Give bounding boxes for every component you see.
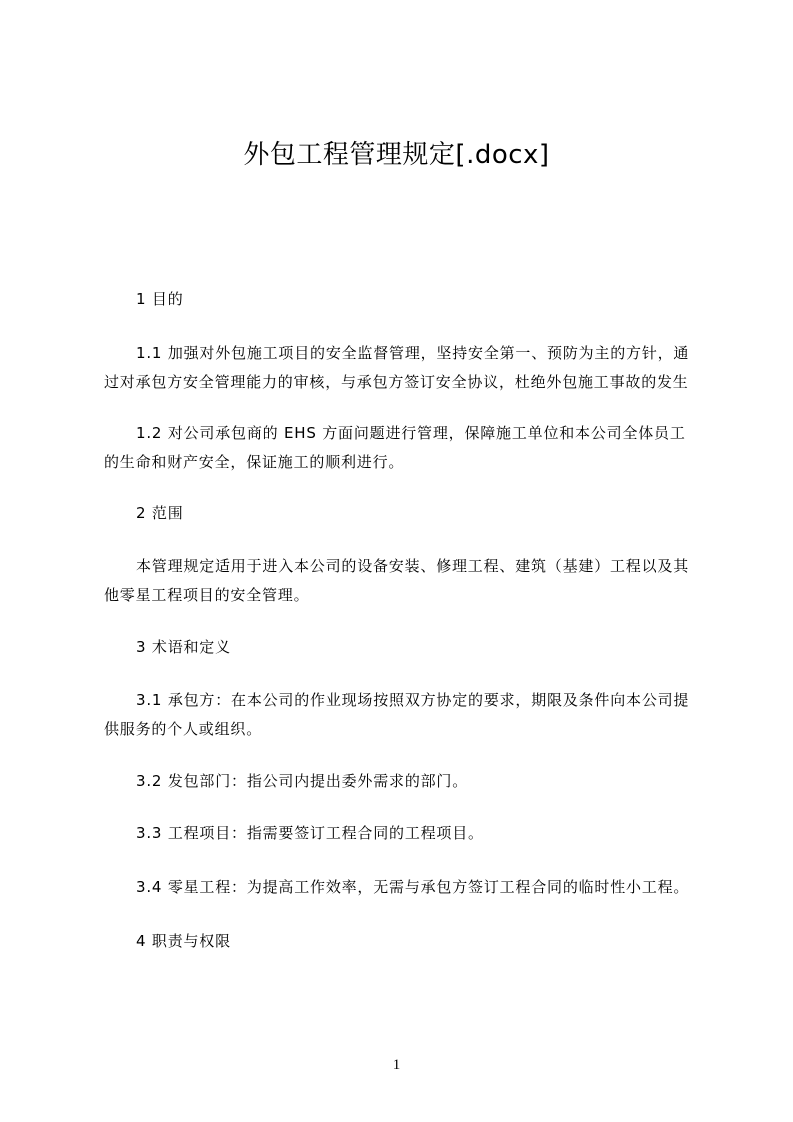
document-title: 外包工程管理规定[.docx] xyxy=(243,140,550,170)
paragraph-scope: 本管理规定适用于进入本公司的设备安装、修理工程、建筑（基建）工程以及其他零星工程项目的安全管理。 xyxy=(104,557,690,604)
heading-terms: 3 术语和定义 xyxy=(136,638,231,656)
paragraph-3-1: 3.1 承包方：在本公司的作业现场按照双方协定的要求，期限及条件向本公司提供服务的个人或组织。 xyxy=(104,691,690,738)
paragraph-3-3: 3.3 工程项目：指需要签订工程合同的工程项目。 xyxy=(136,824,484,842)
heading-purpose: 1 目的 xyxy=(136,290,184,308)
page-number: 1 xyxy=(392,1057,401,1073)
paragraph-1-2: 1.2 对公司承包商的 EHS 方面问题进行管理，保障施工单位和本公司全体员工的生命和财产安全，保证施工的顺利进行。 xyxy=(104,424,686,471)
paragraph-1-1: 1.1 加强对外包施工项目的安全监督管理，坚持安全第一、预防为主的方针，通过对承包方安全管理能力的审核，与承包方签订安全协议，杜绝外包施工事故的发生 xyxy=(104,344,690,391)
paragraph-3-4: 3.4 零星工程：为提高工作效率，无需与承包方签订工程合同的临时性小工程。 xyxy=(136,878,690,896)
heading-responsibilities: 4 职责与权限 xyxy=(136,932,231,950)
heading-scope: 2 范围 xyxy=(136,504,184,522)
paragraph-3-2: 3.2 发包部门：指公司内提出委外需求的部门。 xyxy=(136,772,469,790)
